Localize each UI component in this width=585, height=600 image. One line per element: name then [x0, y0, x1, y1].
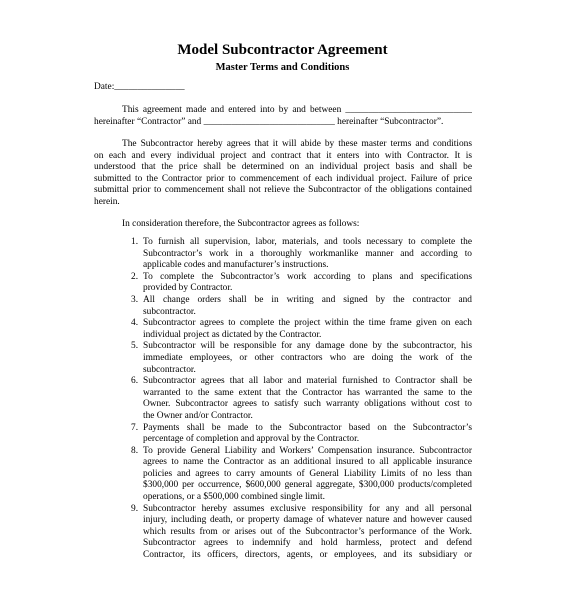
item-number: 8.	[131, 445, 139, 456]
item-line: $300,000 per occurrence, $600,000 general aggregate, $300,000 products/completed	[143, 480, 472, 491]
consideration-paragraph	[94, 219, 472, 231]
list-item	[94, 423, 472, 446]
item-line: applicable codes and manufacturer’s instructions.	[143, 260, 329, 271]
item-line: Subcontractor agrees to complete the project within the time frame given on each	[143, 318, 472, 329]
item-line: Owner. Subcontractor agrees to satisfy such warranty obligations without cost to	[143, 399, 472, 410]
item-line: All change orders shall be in writing and signed by the contractor and	[143, 294, 472, 305]
item-line: immediate employees, or other contractors who are doing the work of the	[143, 352, 472, 363]
item-number: 2.	[131, 271, 139, 282]
list-item	[94, 376, 472, 422]
item-line: agrees to name the Contractor as an additional insured to all applicable insurance	[143, 457, 472, 468]
agreement-line: on each and every individual project and contract that it enters into with Contractor. It is	[94, 150, 472, 161]
item-line: the Owner and/or Contractor.	[143, 410, 253, 421]
terms-list	[94, 237, 472, 562]
item-line: Subcontractor agrees that all labor and material furnished to Contractor shall be	[143, 376, 472, 387]
item-line: subcontractor.	[143, 364, 196, 375]
item-line: percentage of completion and approval by the Contractor.	[143, 434, 360, 445]
list-item	[94, 504, 472, 562]
intro-paragraph	[94, 105, 472, 128]
item-line: Subcontractor hereby assumes exclusive responsibility for any and all personal	[143, 503, 472, 514]
item-line: provided by Contractor.	[143, 283, 233, 294]
agreement-line: understood that the price shall be determined on an individual project basis and shall be	[94, 162, 472, 173]
item-line: individual project as dictated by the Contractor.	[143, 329, 322, 340]
list-item	[94, 237, 472, 272]
item-line: injury, including death, or property damage of whatever nature and however caused	[143, 515, 472, 526]
agreement-line: herein.	[94, 196, 120, 207]
agreement-paragraph	[94, 139, 472, 209]
item-line: operations, or a $500,000 combined single limit.	[143, 492, 326, 503]
item-line: Payments shall be made to the Subcontractor based on the Subcontractor’s	[143, 422, 472, 433]
item-number: 5.	[131, 341, 139, 352]
item-line: To provide General Liability and Workers’ Compensation insurance. Subcontractor	[143, 445, 472, 456]
document-subtitle: Master Terms and Conditions	[215, 62, 350, 73]
item-number: 6.	[131, 376, 139, 387]
item-line: which results from or arises out of the Subcontractor’s performance of the Work.	[143, 526, 472, 537]
item-number: 1.	[131, 237, 139, 247]
agreement-line: submitted to the Contractor prior to commencement of each individual project. Failure of price	[94, 173, 472, 184]
item-line: Subcontractor’s work in a thoroughly workmanlike manner and according to	[143, 248, 472, 259]
intro-line: hereinafter “Contractor” and ____________________________ hereinafter “Subcontractor”.	[94, 116, 444, 127]
item-line: Subcontractor will be responsible for any damage done by the subcontractor, his	[143, 341, 472, 352]
item-number: 9.	[131, 503, 139, 514]
agreement-line: The Subcontractor hereby agrees that it will abide by these master terms and conditions	[122, 139, 472, 149]
date-line: Date:_______________	[94, 82, 185, 92]
item-line: policies and agrees to carry amounts of General Liability Limits of no less than	[143, 468, 472, 479]
item-line: To complete the Subcontractor’s work according to plans and specifications	[143, 271, 472, 282]
intro-line: This agreement made and entered into by and between ___________________________	[122, 105, 472, 115]
item-number: 7.	[131, 422, 139, 433]
list-item	[94, 446, 472, 504]
item-line: subcontractor.	[143, 306, 196, 317]
list-item	[94, 295, 472, 318]
item-line: warranted to the same extent that the Contractor has warranted the same to the	[143, 387, 472, 398]
item-line: To furnish all supervision, labor, materials, and tools necessary to complete the	[143, 237, 472, 247]
item-number: 4.	[131, 318, 139, 329]
item-number: 3.	[131, 294, 139, 305]
agreement-line: submittal prior to commencement shall not relieve the Subcontractor of the obligations contained	[94, 185, 472, 196]
item-line: Subcontractor agrees to indemnify and hold harmless, protect and defend	[143, 538, 472, 549]
consideration-line: In consideration therefore, the Subcontractor agrees as follows:	[122, 219, 360, 229]
document-title: Model Subcontractor Agreement	[177, 42, 388, 58]
list-item	[94, 318, 472, 341]
list-item	[94, 341, 472, 376]
list-item	[94, 272, 472, 295]
item-line: Contractor, its officers, directors, agents, or employees, and its subsidiary or	[143, 550, 472, 561]
